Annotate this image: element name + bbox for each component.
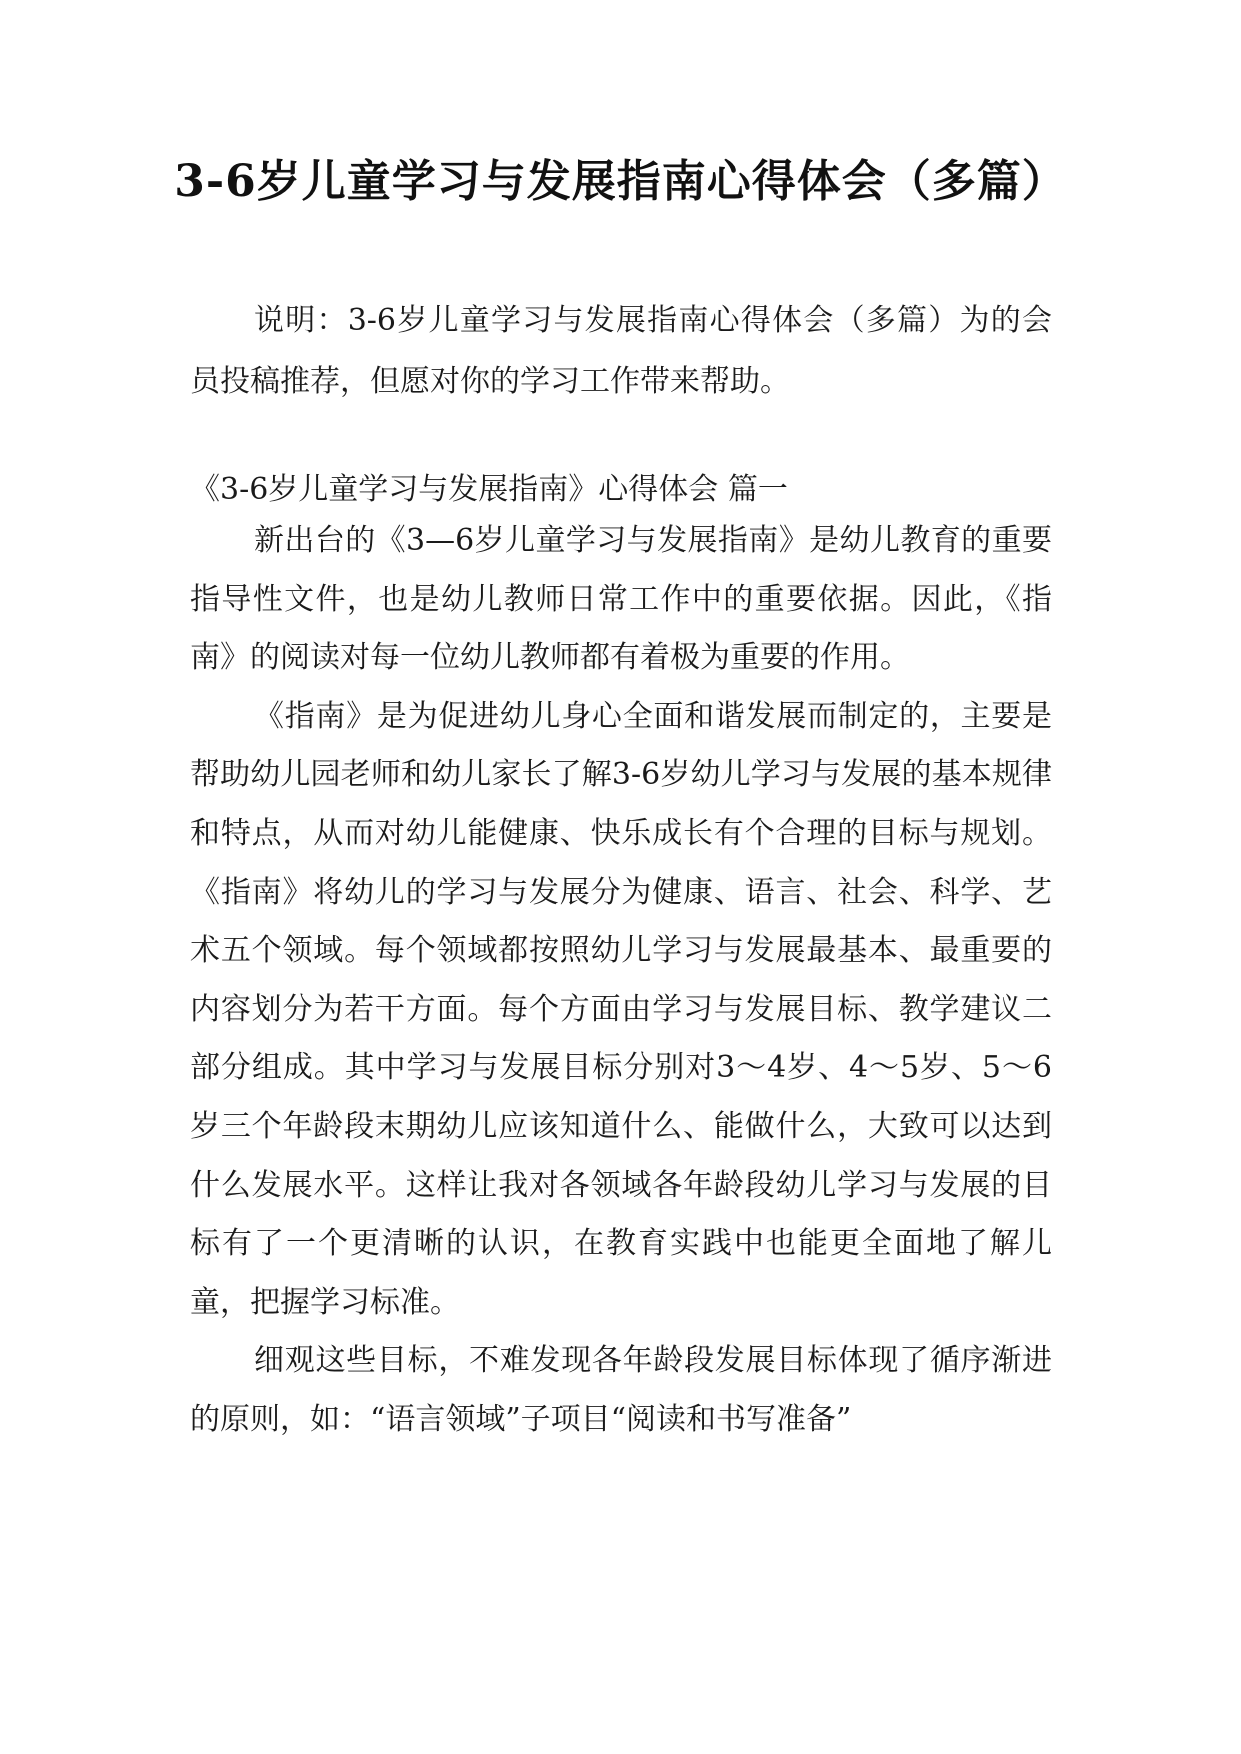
- article-section: [190, 468, 1052, 1450]
- paragraph: 细观这些目标，不难发现各年龄段发展目标体现了循序渐进的原则，如：“语言领域”子项目“阅读和书写准备”: [190, 1343, 1052, 1437]
- section-heading: 《3-6岁儿童学习与发展指南》心得体会 篇一: [190, 472, 788, 507]
- document-title: 3-6岁儿童学习与发展指南心得体会（多篇）: [174, 156, 1067, 207]
- paragraph: 《指南》是为促进幼儿身心全面和谐发展而制定的，主要是帮助幼儿园老师和幼儿家长了解3-6岁幼儿学习与发展的基本规律和特点，从而对幼儿能健康、快乐成长有个合理的目标与规划。《指南》将幼儿的学习与发展分为健康、语言、社会、科学、艺术五个领域。每个领域都按照幼儿学习与发展最基本、最重要的内容划分为若干方面。每个方面由学习与发展目标、教学建议二部分组成。其中学习与发展目标分别对3～4岁、4～5岁、5～6岁三个年龄段末期幼儿应该知道什么、能做什么，大致可以达到什么发展水平。这样让我对各领域各年龄段幼儿学习与发展的目标有了一个更清晰的认识，在教育实践中也能更全面地了解儿童，把握学习标准。: [190, 698, 1052, 1320]
- paragraph: 新出台的《3—6岁儿童学习与发展指南》是幼儿教育的重要指导性文件，也是幼儿教师日常工作中的重要依据。因此，《指南》的阅读对每一位幼儿教师都有着极为重要的作用。: [190, 523, 1052, 676]
- document-note: 说明：3-6岁儿童学习与发展指南心得体会（多篇）为的会员投稿推荐，但愿对你的学习工作带来帮助。: [190, 303, 1052, 399]
